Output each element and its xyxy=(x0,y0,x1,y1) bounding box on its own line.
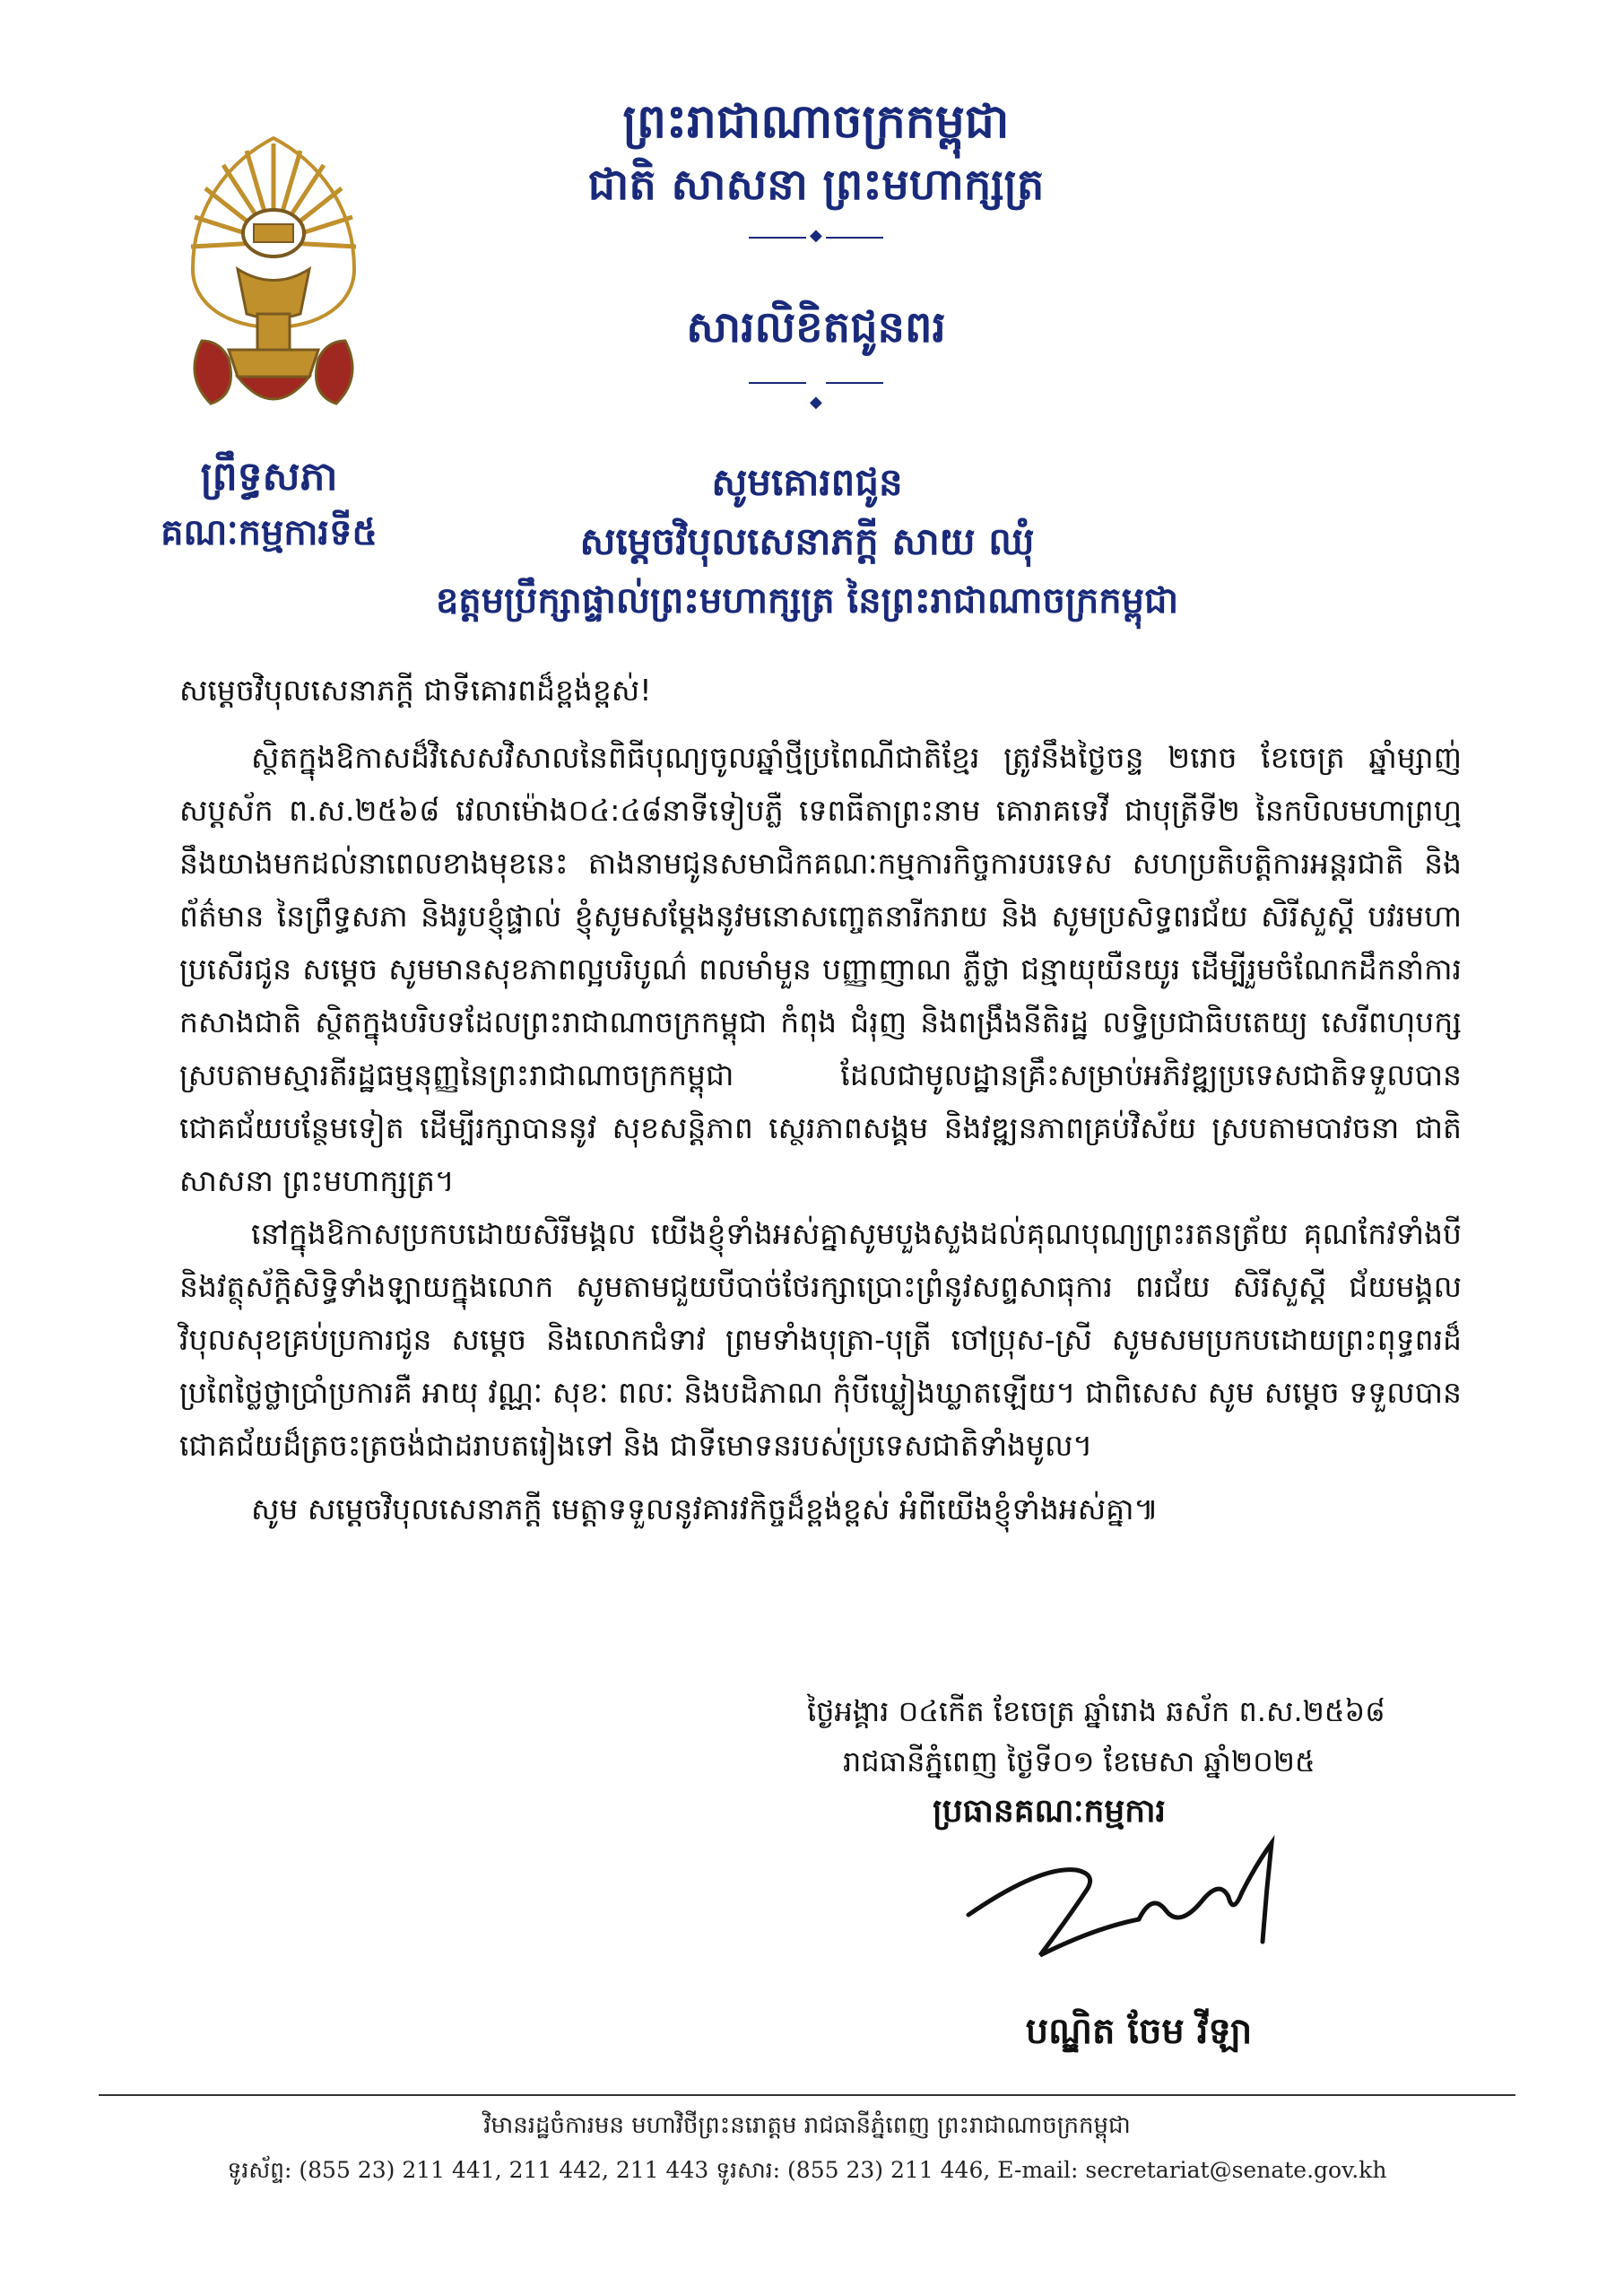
recipient-block xyxy=(296,453,1318,631)
handwritten-signature-icon xyxy=(933,1830,1309,1982)
salutation: សម្តេចវិបុលសេនាភក្តី ជាទីគោរពដ៏ខ្ពង់ខ្ពស់! xyxy=(179,673,652,708)
body-paragraph-1: ស្ថិតក្នុងឱកាសដ៏វិសេសវិសាលនៃពិធីបុណ្យចូលឆ្នាំថ្មីប្រពៃណីជាតិខ្មែរ ត្រូវនឹងថ្ងៃចន្ទ ២រោច ខែចេត្រ ឆ្នាំម្សាញ់ សប្តស័ក ព.ស.២៥៦៨ វេលាម៉ោង០៤:៤៨នាទីទៀបភ្លឺ ទេពធីតាព្រះនាម គោរាគទេវី ជាបុត្រីទី២ នៃកបិលមហាព្រហ្ម នឹងយាងមកដល់នាពេលខាងមុខនេះ តាងនាមជូនសមាជិកគណៈកម្មការកិច្ចការបរទេស សហប្រតិបត្តិការអន្តរជាតិ និងព័ត៌មាន នៃព្រឹទ្ធសភា និងរូបខ្ញុំផ្ទាល់ ខ្ញុំសូមសម្តែងនូវមនោសញ្ចេតនារីករាយ និង សូមប្រសិទ្ធពរជ័យ សិរីសួស្តី បវរមហាប្រសើរជូន សម្តេច សូមមានសុខភាពល្អបរិបូណ៌ ពលមាំមួន បញ្ញាញាណ ភ្លឺថ្លា ជន្មាយុយឺនយូរ ដើម្បីរួមចំណែកដឹកនាំការកសាងជាតិ ស្ថិតក្នុងបរិបទដែលព្រះរាជាណាចក្រកម្ពុជា កំពុង ជំរុញ និងពង្រឹងនីតិរដ្ឋ លទ្ធិប្រជាធិបតេយ្យ សេរីពហុបក្ស ស្របតាមស្មារតីរដ្ឋធម្មនុញ្ញនៃព្រះរាជាណាចក្រកម្ពុជា ដែលជាមូលដ្ឋានគ្រឹះសម្រាប់អភិវឌ្ឍប្រទេសជាតិទទួលបានជោគជ័យបន្ថែមទៀត ដើម្បីរក្សាបាននូវ សុខសន្តិភាព ស្ថេរភាពសង្គម និងវឌ្ឍនភាពគ្រប់វិស័យ ស្របតាមបាវចនា ជាតិ សាសនា ព្រះមហាក្សត្រ។ xyxy=(179,740,1462,1198)
kingdom-header xyxy=(502,90,1130,244)
body-paragraph-2: នៅក្នុងឱកាសប្រកបដោយសិរីមង្គល យើងខ្ញុំទាំងអស់គ្នាសូមបួងសួងដល់គុណបុណ្យព្រះរតនត្រ័យ គុណកែវទាំងបី និងវត្ថុស័ក្តិសិទ្ធិទាំងឡាយក្នុងលោក សូមតាមជួយបីបាច់ថែរក្សាប្រោះព្រំនូវសព្ទសាធុការ ពរជ័យ សិរីសួស្តី ជ័យមង្គល វិបុលសុខគ្រប់ប្រការជូន សម្តេច និងលោកជំទាវ ព្រមទាំងបុត្រា-បុត្រី ចៅប្រុស-ស្រី សូមសមប្រកបដោយព្រះពុទ្ធពរដ៏ប្រពៃថ្លៃថ្លាប្រាំប្រការគឺ អាយុ វណ្ណៈ សុខៈ ពលៈ និងបដិភាណ កុំបីឃ្លៀងឃ្លាតឡើយ។ ជាពិសេស សូម សម្តេច ទទួលបានជោគជ័យដ៏ត្រចះត្រចង់ជាដរាបតរៀងទៅ និង ជាទីមោទនរបស់ប្រទេសជាតិទាំងមូល។ xyxy=(179,1216,1462,1463)
closing-line: សូម សម្តេចវិបុលសេនាភក្តី មេត្តាទទួលនូវគារវកិច្ចដ៏ខ្ពង់ខ្ពស់ អំពីយើងខ្ញុំទាំងអស់គ្នា៕ xyxy=(251,1492,1159,1526)
committee-name: គណៈកម្មការទី៥ xyxy=(161,512,378,553)
ornament-divider xyxy=(749,231,883,244)
senate-emblem-icon xyxy=(175,135,372,422)
letter-body xyxy=(179,664,1462,1535)
footer-address: វិមានរដ្ឋចំការមន មហាវិថីព្រះនរោត្តម រាជធានីភ្នំពេញ ព្រះរាជាណាចក្រកម្ពុជា xyxy=(483,2112,1131,2139)
date-block xyxy=(807,1686,1489,1837)
letter-title: សារលិខិតជូនពរ xyxy=(686,302,946,352)
recipient-position: ឧត្តមប្រឹក្សាផ្ទាល់ព្រះមហាក្សត្រ នៃព្រះរាជាណាចក្រកម្ពុជា xyxy=(435,580,1179,622)
kingdom-title: ព្រះរាជាណាចក្រកម្ពុជា xyxy=(622,95,1010,149)
footer xyxy=(99,2103,1515,2193)
signer-title: ប្រធានគណៈកម្មការ xyxy=(933,1793,1166,1830)
letter-title-block xyxy=(502,296,1130,389)
recipient-greeting: សូមគោរពជូន xyxy=(711,460,903,504)
lunar-date: ថ្ងៃអង្គារ ០៤កើត ខែចេត្រ ឆ្នាំរោង ឆស័ក ព.ស.២៥៦៨ xyxy=(807,1694,1385,1728)
recipient-name: សម្តេចវិបុលសេនាភក្តី សាយ ឈុំ xyxy=(579,519,1035,563)
kingdom-motto: ជាតិ សាសនា ព្រះមហាក្សត្រ xyxy=(587,160,1045,210)
signer-name: បណ្ឌិត ចែម វីឡា xyxy=(1025,2011,1253,2052)
ornament-divider xyxy=(749,377,883,389)
solar-date: រាជធានីភ្នំពេញ ថ្ងៃទី០១ ខែមេសា ឆ្នាំ២០២៥ xyxy=(843,1744,1315,1779)
footer-divider xyxy=(99,2094,1515,2096)
institution-name: ព្រឹទ្ធសភា xyxy=(200,454,338,500)
footer-contact: ទូរស័ព្ទ: (855 23) 211 441, 211 442, 211 443 ទូរសារ: (855 23) 211 446, E-mail: secretariat@senate.gov.kh xyxy=(227,2157,1387,2183)
